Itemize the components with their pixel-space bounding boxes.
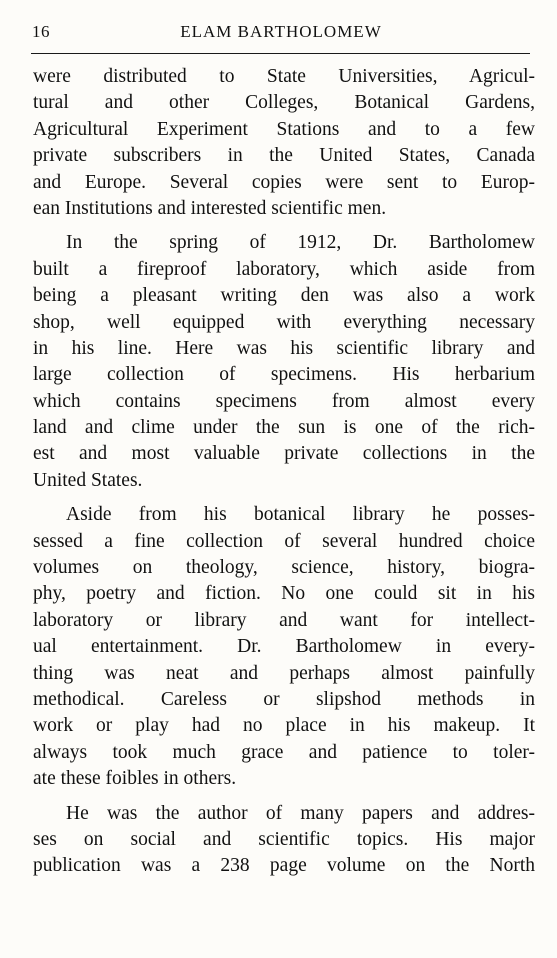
text-line: He was the author of many papers and addres- [66,802,535,824]
text-line: methodical. Careless or slipshod methods in [33,688,535,710]
paragraph-gap [33,494,535,502]
text-line: ual entertainment. Dr. Bartholomew in every- [33,636,535,658]
text-line: large collection of specimens. His herbarium [33,364,535,386]
text-line: laboratory or library and want for intellect- [33,609,535,631]
text-line: and Europe. Several copies were sent to Europ- [33,171,535,193]
text-line: phy, poetry and fiction. No one could sit in his [33,583,535,605]
text-line: shop, well equipped with everything necessary [33,311,535,333]
text-line: were distributed to State Universities, Agricul- [33,66,535,87]
text-line: volumes on theology, science, history, biogra- [33,557,535,579]
text-line: private subscribers in the United States, Canada [33,145,535,167]
text-line: built a fireproof laboratory, which aside from [33,258,535,280]
paragraph [33,502,535,792]
text-line: being a pleasant writing den was also a work [33,285,535,307]
paragraph [33,801,535,880]
text-line: tural and other Colleges, Botanical Gardens, [33,92,535,114]
text-line: which contains specimens from almost every [33,390,535,412]
text-line: thing was neat and perhaps almost painfully [33,662,535,684]
text-line: ean Institutions and interested scientific men. [33,197,387,219]
page-number: 16 [32,22,50,41]
text-line: ses on social and scientific topics. His major [33,828,535,850]
text-line: ate these foibles in others. [33,768,237,790]
text-line: publication was a 238 page volume on the North [33,855,535,877]
paragraph-gap [33,793,535,801]
text-line: est and most valuable private collections in the [33,443,535,465]
paragraph [33,64,535,222]
text-line: land and clime under the sun is one of the rich- [33,417,535,439]
text-line: work or play had no place in his makeup. It [33,715,535,737]
text-line: Aside from his botanical library he posses- [66,504,535,526]
text-line: In the spring of 1912, Dr. Bartholomew [66,232,535,254]
body-text [33,64,535,880]
text-line: in his line. Here was his scientific library and [33,337,535,359]
page-header [32,18,530,48]
text-line: Agricultural Experiment Stations and to a few [33,118,535,140]
text-line: always took much grace and patience to toler- [33,741,535,763]
paragraph-gap [33,222,535,230]
header-rule [31,53,530,54]
text-line: sessed a fine collection of several hundred choice [33,530,535,552]
running-title: ELAM BARTHOLOMEW [180,22,382,41]
paragraph [33,230,535,494]
text-line: United States. [33,469,143,491]
